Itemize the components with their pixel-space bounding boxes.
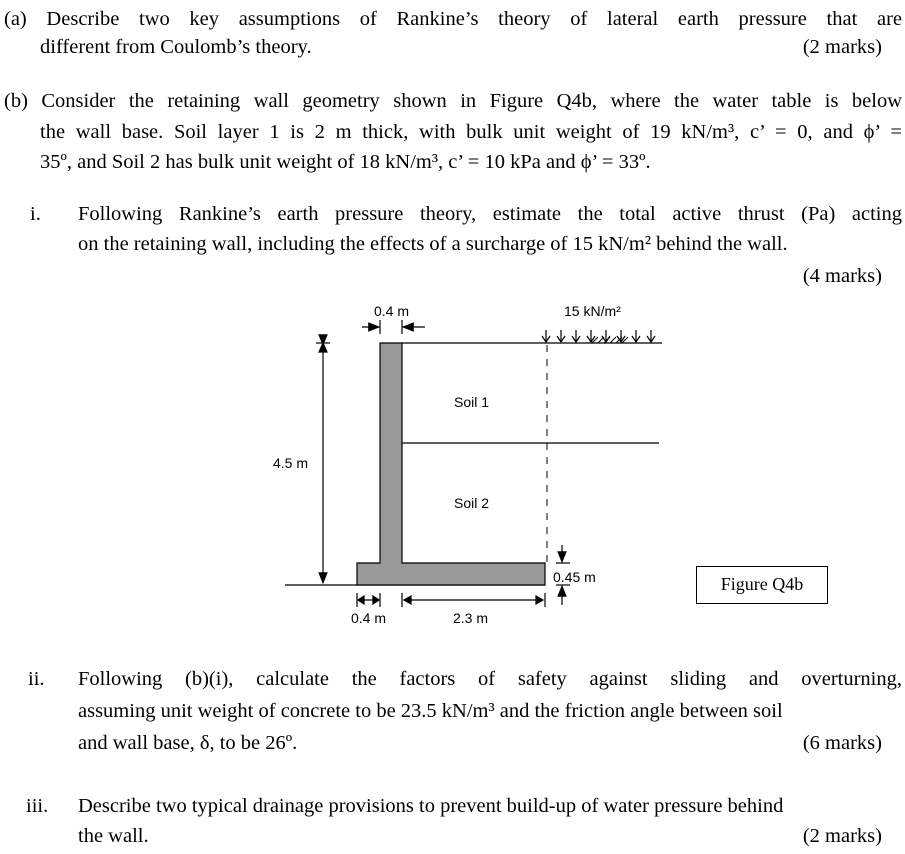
label-toe: 0.4 m — [351, 610, 387, 626]
sub-i-marks: (4 marks) — [802, 265, 882, 287]
part-a-line-1: (a) Describe two key assumptions of Rankine’s theory of lateral earth pressure that are — [4, 8, 902, 30]
sub-iii-line-1: Describe two typical drainage provisions to prevent build-up of water pressure behind — [78, 795, 784, 817]
label-top-thickness: 0.4 m — [374, 303, 410, 319]
dim-wall-height — [316, 343, 330, 583]
dim-top-thickness — [362, 320, 425, 334]
sub-ii-numeral: ii. — [28, 668, 45, 690]
sub-i-line-1: Following Rankine’s earth pressure theory, estimate the total active thrust (Pa) acting — [78, 203, 902, 225]
sub-i-line-2: on the retaining wall, including the effects of a surcharge of 15 kN/m² behind the wall. — [78, 233, 788, 255]
label-base-thickness: 0.45 m — [553, 569, 596, 585]
retaining-wall — [357, 343, 545, 585]
label-wall-height: 4.5 m — [273, 455, 309, 471]
part-b-line-2: the wall base. Soil layer 1 is 2 m thick, with bulk unit weight of 19 kN/m³, c’ = 0, and ϕ’ = — [40, 121, 902, 143]
dim-heel — [402, 593, 545, 607]
sub-iii-line-2: the wall. — [78, 825, 149, 847]
part-a-line-2: different from Coulomb’s theory. — [40, 36, 312, 58]
part-b-line-3: 35º, and Soil 2 has bulk unit weight of 18 kN/m³, c’ = 10 kPa and ϕ’ = 33º. — [40, 151, 651, 173]
sub-ii-line-3: and wall base, δ, to be 26º. — [78, 732, 298, 754]
label-surcharge: 15 kN/m² — [564, 303, 621, 319]
sub-ii-line-2: assuming unit weight of concrete to be 23.5 kN/m³ and the friction angle between soil — [78, 700, 783, 722]
label-heel: 2.3 m — [453, 610, 489, 626]
sub-iii-numeral: iii. — [26, 795, 49, 817]
dim-toe — [357, 593, 380, 607]
sub-ii-line-1: Following (b)(i), calculate the factors of safety against sliding and overturning, — [78, 668, 902, 690]
label-soil-2: Soil 2 — [454, 495, 490, 511]
sub-i-numeral: i. — [30, 203, 41, 225]
part-a-marks: (2 marks) — [802, 36, 882, 58]
surcharge-arrows — [542, 330, 655, 342]
part-b-line-1: (b) Consider the retaining wall geometry shown in Figure Q4b, where the water table is below — [4, 90, 902, 112]
label-soil-1: Soil 1 — [454, 394, 490, 410]
figure-caption: Figure Q4b — [696, 566, 828, 604]
sub-iii-marks: (2 marks) — [802, 825, 882, 847]
sub-ii-marks: (6 marks) — [802, 732, 882, 754]
